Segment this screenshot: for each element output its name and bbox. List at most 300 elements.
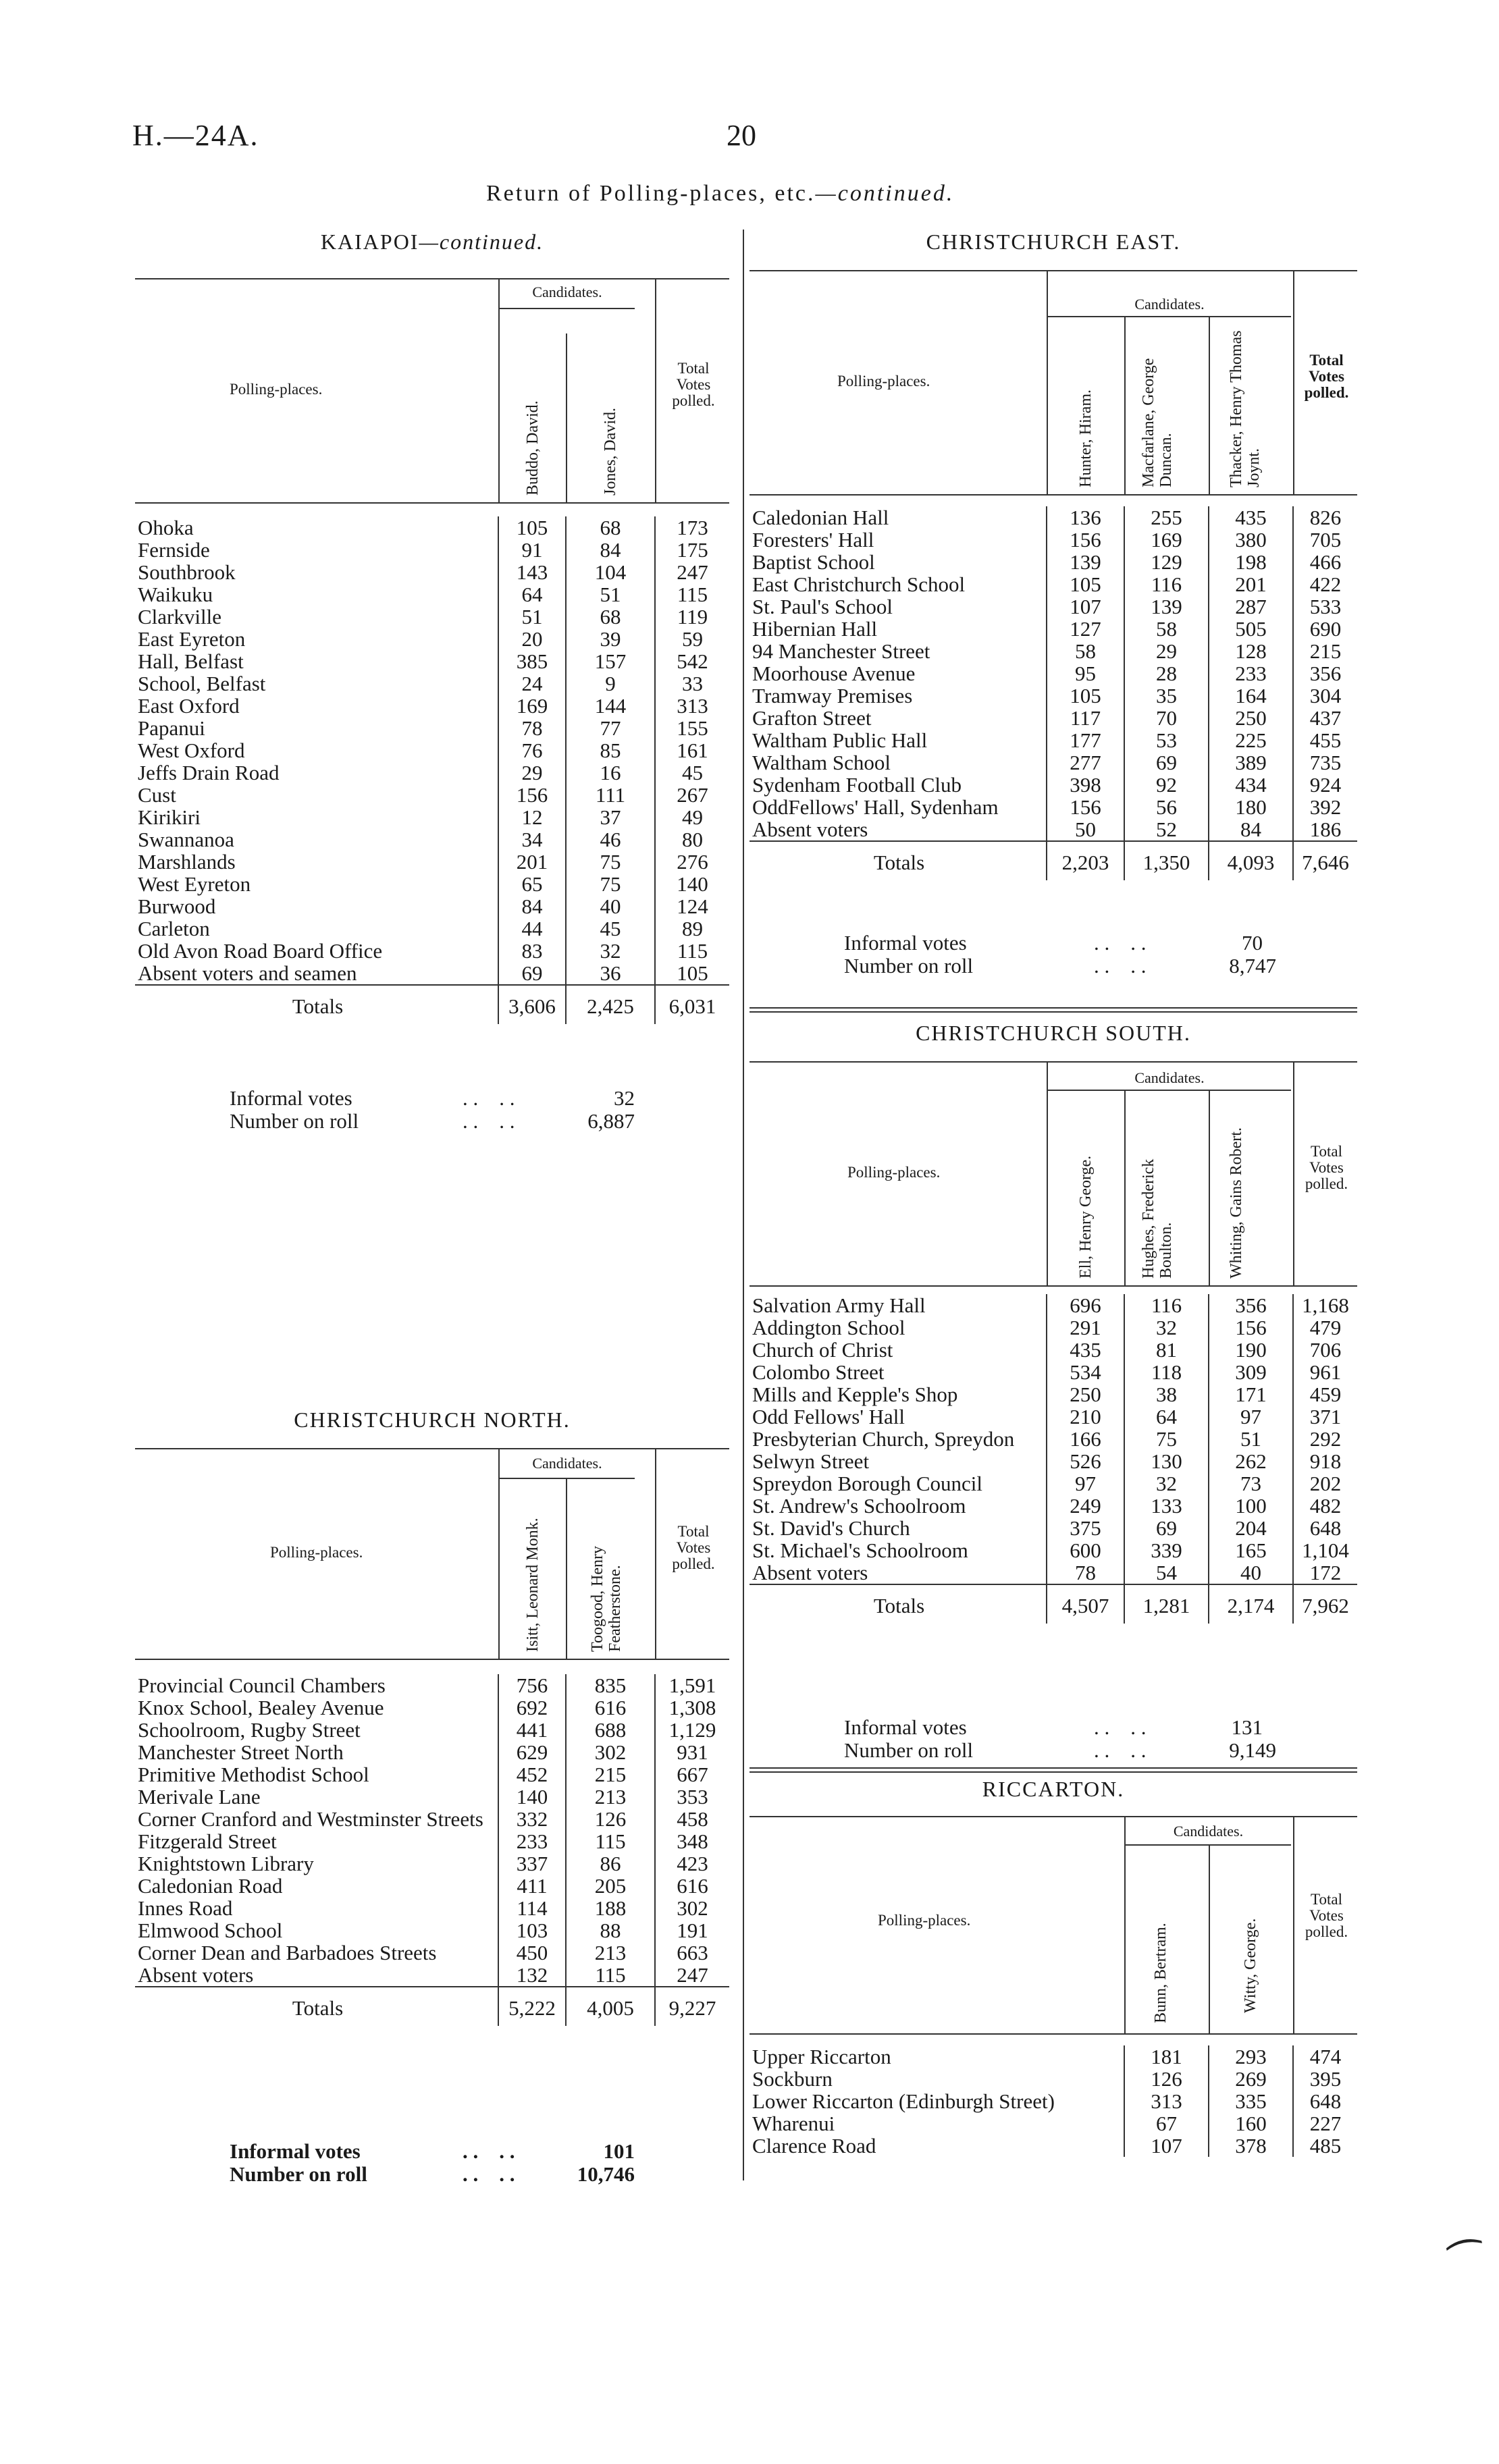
header-divider: [1209, 317, 1210, 494]
polling-place: Caledonian Hall: [752, 506, 889, 529]
candidate-name: Thacker, Henry Thomas Joynt.: [1228, 330, 1263, 487]
total-votes: 348: [655, 1830, 729, 1852]
candidate-votes: 51: [498, 606, 566, 628]
table-row: [750, 751, 1357, 774]
table-row: [750, 1539, 1357, 1561]
table-row: [135, 917, 729, 940]
total-votes: 172: [1293, 1561, 1357, 1584]
candidate-votes: 127: [1047, 618, 1124, 640]
polling-place: Church of Christ: [752, 1338, 893, 1362]
informal-votes-label: Informal votes: [844, 1715, 967, 1739]
total-votes: 105: [655, 962, 729, 985]
total-votes: 292: [1293, 1428, 1357, 1450]
table-row: [750, 2112, 1357, 2135]
candidate-votes: 339: [1124, 1539, 1209, 1561]
candidate-votes: 76: [498, 739, 566, 761]
candidate-votes: 616: [566, 1696, 655, 1719]
polling-place: Waltham School: [752, 751, 891, 774]
total-votes: 479: [1293, 1316, 1357, 1339]
table-row: [750, 573, 1357, 595]
candidate-votes: 180: [1209, 796, 1293, 818]
candidate-votes: 156: [498, 784, 566, 806]
totals-row: [135, 1987, 729, 2026]
candidate-votes: 95: [1047, 662, 1124, 685]
kaiapoi-table: [135, 516, 729, 1024]
totals-label: Totals: [135, 985, 498, 1024]
leader-dots: . . . .: [463, 2162, 515, 2186]
candidate-votes: 692: [498, 1696, 566, 1719]
candidate-votes: 20: [498, 628, 566, 650]
candidate-name: Witty, George.: [1242, 1918, 1259, 2013]
polling-place: Papanui: [138, 716, 205, 740]
candidate-name: Hughes, Frederick Boulton.: [1140, 1158, 1175, 1279]
candidate-total: 1,281: [1124, 1584, 1209, 1624]
table-row: [135, 628, 729, 650]
candidate-votes: 505: [1209, 618, 1293, 640]
candidates-heading: Candidates.: [1048, 1069, 1291, 1091]
table-row: [135, 1941, 729, 1964]
section-divider: [750, 1767, 1357, 1769]
candidate-votes: 165: [1209, 1539, 1293, 1561]
candidate-votes: 249: [1047, 1495, 1124, 1517]
total-votes: 542: [655, 650, 729, 672]
table-row: [750, 595, 1357, 618]
total-votes-heading: Total Votes polled.: [672, 360, 715, 409]
candidate-votes: 83: [498, 940, 566, 962]
table-row: [750, 1316, 1357, 1339]
total-votes: 616: [655, 1875, 729, 1897]
table-row: [750, 1294, 1357, 1316]
candidate-total: 5,222: [498, 1987, 566, 2026]
section-divider: [750, 1011, 1357, 1013]
table-row: [750, 1517, 1357, 1539]
page-title-suffix: —continued.: [815, 181, 955, 206]
total-votes: 304: [1293, 685, 1357, 707]
polling-place: Foresters' Hall: [752, 528, 874, 552]
polling-place: West Eyreton: [138, 872, 251, 896]
candidate-votes: 262: [1209, 1450, 1293, 1472]
polling-place: Selwyn Street: [752, 1449, 870, 1473]
candidate-votes: 32: [1124, 1472, 1209, 1495]
table-row: [135, 1741, 729, 1763]
candidate-votes: 115: [566, 1830, 655, 1852]
polling-place: Burwood: [138, 894, 216, 918]
candidate-total: 4,093: [1209, 841, 1293, 880]
christchurch-south-section: [750, 1021, 1357, 1763]
total-votes: 422: [1293, 573, 1357, 595]
total-votes: 247: [655, 1964, 729, 1987]
header-divider: [655, 279, 656, 502]
polling-place: Provincial Council Chambers: [138, 1673, 386, 1697]
table-row: [750, 685, 1357, 707]
candidate-votes: 51: [1209, 1428, 1293, 1450]
candidate-votes: 35: [1124, 685, 1209, 707]
grand-total: 9,227: [655, 1987, 729, 2026]
candidate-votes: 139: [1047, 551, 1124, 573]
candidate-votes: 204: [1209, 1517, 1293, 1539]
total-votes: 706: [1293, 1339, 1357, 1361]
candidates-heading: Candidates.: [500, 284, 635, 309]
candidate-votes: 69: [1124, 751, 1209, 774]
candidate-votes: 337: [498, 1852, 566, 1875]
candidate-votes: 128: [1209, 640, 1293, 662]
total-votes: 161: [655, 739, 729, 761]
polling-place: Southbrook: [138, 560, 236, 584]
total-votes: 45: [655, 761, 729, 784]
table-row: [135, 583, 729, 606]
candidate-votes: 434: [1209, 774, 1293, 796]
candidate-votes: 435: [1209, 506, 1293, 529]
table-row: [750, 729, 1357, 751]
candidate-votes: 52: [1124, 818, 1209, 841]
total-votes: 33: [655, 672, 729, 695]
table-row: [135, 1897, 729, 1919]
polling-place: Swannanoa: [138, 828, 234, 851]
informal-votes-label: Informal votes: [230, 2139, 361, 2163]
candidate-votes: 65: [498, 873, 566, 895]
header-divider: [1124, 1817, 1126, 2033]
informal-votes-value: 131: [1231, 1715, 1263, 1739]
candidate-votes: 139: [1124, 595, 1209, 618]
leader-dots: . . . .: [463, 1086, 515, 1110]
candidates-heading: Candidates.: [500, 1455, 635, 1479]
candidates-heading: Candidates.: [1126, 1823, 1291, 1846]
candidate-votes: 291: [1047, 1316, 1124, 1339]
candidate-total: 3,606: [498, 985, 566, 1024]
candidate-votes: 144: [566, 695, 655, 717]
table-row: [135, 1674, 729, 1696]
table-row: [135, 940, 729, 962]
table-row: [135, 1830, 729, 1852]
kaiapoi-title-text: KAIAPOI: [320, 230, 419, 254]
candidate-votes: 104: [566, 561, 655, 583]
candidate-votes: 12: [498, 806, 566, 828]
total-votes: 458: [655, 1808, 729, 1830]
candidate-votes: 29: [1124, 640, 1209, 662]
table-row: [135, 606, 729, 628]
candidate-votes: 44: [498, 917, 566, 940]
candidate-votes: 53: [1124, 729, 1209, 751]
total-votes-heading: Total Votes polled.: [1305, 1143, 1348, 1192]
table-row: [750, 1383, 1357, 1405]
total-votes: 115: [655, 940, 729, 962]
candidate-votes: 629: [498, 1741, 566, 1763]
candidate-name: Macfarlane, George Duncan.: [1140, 358, 1175, 487]
kaiapoi-title: [128, 230, 736, 255]
christchurch-south-footer: [844, 1716, 1276, 1770]
total-votes: 482: [1293, 1495, 1357, 1517]
candidate-votes: 205: [566, 1875, 655, 1897]
totals-row: [750, 841, 1357, 880]
number-on-roll-value: 8,747: [1229, 954, 1276, 977]
candidate-votes: 302: [566, 1741, 655, 1763]
candidate-votes: 143: [498, 561, 566, 583]
total-votes: 1,129: [655, 1719, 729, 1741]
polling-place: St. David's Church: [752, 1516, 910, 1540]
informal-votes-value: 70: [1242, 931, 1263, 955]
riccarton-table: [750, 2045, 1357, 2157]
total-votes: 961: [1293, 1361, 1357, 1383]
table-row: [135, 717, 729, 739]
candidate-votes: 91: [498, 539, 566, 561]
candidate-votes: 111: [566, 784, 655, 806]
candidate-name: Toogood, Henry Featherstone.: [589, 1546, 624, 1652]
candidate-votes: 92: [1124, 774, 1209, 796]
total-votes: 1,168: [1293, 1294, 1357, 1316]
candidate-votes: 68: [566, 516, 655, 539]
total-votes-heading: Total Votes polled.: [672, 1523, 715, 1572]
candidate-total: 2,203: [1047, 841, 1124, 880]
table-row: [750, 2135, 1357, 2157]
christchurch-east-title: CHRISTCHURCH EAST.: [926, 230, 1181, 254]
candidate-votes: 378: [1209, 2135, 1293, 2157]
candidate-votes: 34: [498, 828, 566, 851]
leader-dots: . . . .: [1094, 1738, 1147, 1762]
total-votes: 353: [655, 1786, 729, 1808]
total-votes: 302: [655, 1897, 729, 1919]
candidate-votes: 36: [566, 962, 655, 985]
leader-dots: . . . .: [1094, 1715, 1147, 1739]
table-row: [135, 873, 729, 895]
candidate-total: 4,005: [566, 1987, 655, 2026]
candidate-votes: 97: [1209, 1405, 1293, 1428]
candidate-votes: 37: [566, 806, 655, 828]
polling-place: Absent voters: [138, 1963, 254, 1987]
total-votes: 173: [655, 516, 729, 539]
candidate-votes: 287: [1209, 595, 1293, 618]
candidate-votes: 105: [1047, 573, 1124, 595]
polling-place: Elmwood School: [138, 1919, 283, 1942]
total-votes: 931: [655, 1741, 729, 1763]
candidate-votes: 398: [1047, 774, 1124, 796]
table-row: [135, 1919, 729, 1941]
table-row: [135, 1719, 729, 1741]
header-divider: [1293, 1063, 1294, 1285]
total-votes: 202: [1293, 1472, 1357, 1495]
candidate-votes: 105: [498, 516, 566, 539]
total-votes: 648: [1293, 1517, 1357, 1539]
candidate-total: 1,350: [1124, 841, 1209, 880]
polling-place: Schoolroom, Rugby Street: [138, 1718, 361, 1742]
kaiapoi-section: [128, 230, 736, 1141]
candidate-votes: 64: [1124, 1405, 1209, 1428]
leader-dots: . . . .: [463, 1109, 515, 1133]
candidate-votes: 450: [498, 1941, 566, 1964]
polling-place: Presbyterian Church, Spreydon: [752, 1427, 1015, 1451]
number-on-roll-value: 9,149: [1229, 1738, 1276, 1762]
polling-places-heading: Polling-places.: [837, 373, 930, 390]
document-reference: H.—24A.: [132, 119, 259, 152]
candidate-votes: 160: [1209, 2112, 1293, 2135]
candidate-votes: 688: [566, 1719, 655, 1741]
candidate-votes: 54: [1124, 1561, 1209, 1584]
polling-place: Sydenham Football Club: [752, 773, 962, 797]
candidate-votes: 28: [1124, 662, 1209, 685]
polling-place: Waltham Public Hall: [752, 728, 928, 752]
candidate-votes: 77: [566, 717, 655, 739]
candidate-votes: 171: [1209, 1383, 1293, 1405]
candidate-votes: 332: [498, 1808, 566, 1830]
table-row: [135, 784, 729, 806]
table-row: [750, 1339, 1357, 1361]
polling-place: Lower Riccarton (Edinburgh Street): [752, 2089, 1055, 2113]
polling-place: Sockburn: [752, 2067, 833, 2091]
table-row: [135, 851, 729, 873]
total-votes-heading: Total Votes polled.: [1304, 352, 1349, 401]
candidate-votes: 117: [1047, 707, 1124, 729]
candidate-votes: 40: [1209, 1561, 1293, 1584]
christchurch-north-section: [128, 1408, 736, 2197]
header-divider: [1124, 317, 1126, 494]
candidate-votes: 696: [1047, 1294, 1124, 1316]
candidate-votes: 164: [1209, 685, 1293, 707]
polling-places-heading: Polling-places.: [878, 1912, 971, 1929]
total-votes: 648: [1293, 2090, 1357, 2112]
candidate-name: Whiting, Gains Robert.: [1228, 1127, 1245, 1279]
candidate-votes: 85: [566, 739, 655, 761]
total-votes: 395: [1293, 2068, 1357, 2090]
column-divider: [743, 230, 744, 2180]
grand-total: 7,646: [1293, 841, 1357, 880]
totals-row: [135, 985, 729, 1024]
table-row: [750, 618, 1357, 640]
candidate-votes: 75: [566, 873, 655, 895]
candidate-votes: 45: [566, 917, 655, 940]
page-number: 20: [727, 119, 756, 152]
candidate-votes: 526: [1047, 1450, 1124, 1472]
candidate-votes: 250: [1047, 1383, 1124, 1405]
polling-place: Clarence Road: [752, 2134, 876, 2158]
christchurch-north-footer: [230, 2140, 635, 2194]
number-on-roll-label: Number on roll: [230, 2162, 367, 2186]
polling-place: Corner Cranford and Westminster Streets: [138, 1807, 483, 1831]
candidate-votes: 213: [566, 1941, 655, 1964]
polling-place: Waikuku: [138, 583, 213, 606]
kaiapoi-title-suffix: —continued.: [419, 230, 544, 254]
polling-place: Knox School, Bealey Avenue: [138, 1696, 384, 1719]
polling-place: Ohoka: [138, 516, 194, 539]
candidate-votes: 32: [566, 940, 655, 962]
table-row: [750, 2045, 1357, 2068]
table-row: [135, 672, 729, 695]
candidate-votes: 166: [1047, 1428, 1124, 1450]
polling-place: West Oxford: [138, 739, 245, 762]
candidate-votes: 140: [498, 1786, 566, 1808]
christchurch-east-section: [750, 230, 1357, 1013]
total-votes: 227: [1293, 2112, 1357, 2135]
candidate-votes: 105: [1047, 685, 1124, 707]
table-row: [135, 1786, 729, 1808]
candidate-votes: 136: [1047, 506, 1124, 529]
candidate-votes: 68: [566, 606, 655, 628]
polling-place: Old Avon Road Board Office: [138, 939, 383, 963]
candidate-votes: 64: [498, 583, 566, 606]
candidate-votes: 233: [498, 1830, 566, 1852]
candidate-votes: 129: [1124, 551, 1209, 573]
total-votes: 474: [1293, 2045, 1357, 2068]
total-votes: 1,308: [655, 1696, 729, 1719]
table-row: [750, 1561, 1357, 1584]
total-votes: 459: [1293, 1383, 1357, 1405]
table-row: [750, 1450, 1357, 1472]
total-votes: 667: [655, 1763, 729, 1786]
candidate-name: Bunn, Bertram.: [1152, 1923, 1169, 2023]
polling-place: Corner Dean and Barbadoes Streets: [138, 1941, 437, 1964]
riccarton-section: [750, 1777, 1357, 2175]
polling-place: Absent voters: [752, 818, 868, 841]
total-votes: 392: [1293, 796, 1357, 818]
polling-place: Tramway Premises: [752, 684, 913, 707]
candidate-votes: 201: [1209, 573, 1293, 595]
total-votes: 533: [1293, 595, 1357, 618]
candidate-votes: 78: [1047, 1561, 1124, 1584]
christchurch-south-table: [750, 1294, 1357, 1624]
total-votes: 437: [1293, 707, 1357, 729]
total-votes: 186: [1293, 818, 1357, 841]
table-row: [135, 828, 729, 851]
polling-place: Knightstown Library: [138, 1852, 314, 1875]
informal-votes-value: 32: [614, 1086, 635, 1110]
candidate-votes: 269: [1209, 2068, 1293, 2090]
candidate-votes: 58: [1047, 640, 1124, 662]
total-votes: 215: [1293, 640, 1357, 662]
polling-place: Carleton: [138, 917, 210, 940]
polling-place: Moorhouse Avenue: [752, 662, 916, 685]
total-votes: 276: [655, 851, 729, 873]
candidate-votes: 16: [566, 761, 655, 784]
polling-place: Clarkville: [138, 605, 221, 628]
polling-place: Wharenui: [752, 2112, 835, 2135]
polling-places-heading: Polling-places.: [847, 1164, 941, 1181]
header-divider: [1293, 1817, 1294, 2033]
total-votes: 115: [655, 583, 729, 606]
candidate-votes: 38: [1124, 1383, 1209, 1405]
candidate-votes: 190: [1209, 1339, 1293, 1361]
christchurch-north-table: [135, 1674, 729, 2026]
candidate-votes: 81: [1124, 1339, 1209, 1361]
total-votes: 59: [655, 628, 729, 650]
polling-place: Hibernian Hall: [752, 617, 878, 641]
grand-total: 6,031: [655, 985, 729, 1024]
total-votes: 663: [655, 1941, 729, 1964]
christchurch-north-title: CHRISTCHURCH NORTH.: [294, 1408, 571, 1432]
candidate-votes: 313: [1124, 2090, 1209, 2112]
candidate-votes: 86: [566, 1852, 655, 1875]
total-votes: 175: [655, 539, 729, 561]
candidate-votes: 452: [498, 1763, 566, 1786]
polling-place: Fernside: [138, 538, 210, 562]
header-divider: [1047, 1063, 1048, 1285]
candidate-votes: 78: [498, 717, 566, 739]
candidate-votes: 213: [566, 1786, 655, 1808]
total-votes: 49: [655, 806, 729, 828]
candidate-name: Ell, Henry George.: [1077, 1155, 1095, 1279]
candidate-votes: 132: [498, 1964, 566, 1987]
candidate-votes: 67: [1124, 2112, 1209, 2135]
table-row: [135, 962, 729, 985]
candidates-heading: Candidates.: [1048, 296, 1291, 317]
polling-place: Spreydon Borough Council: [752, 1472, 982, 1495]
polling-place: Absent voters: [752, 1561, 868, 1584]
table-row: [750, 796, 1357, 818]
table-row: [135, 1696, 729, 1719]
number-on-roll-value: 10,746: [577, 2162, 635, 2186]
table-row: [135, 761, 729, 784]
candidate-total: 4,507: [1047, 1584, 1124, 1624]
total-votes: 1,591: [655, 1674, 729, 1696]
header-divider: [1209, 1091, 1210, 1285]
header-divider: [1209, 1846, 1210, 2033]
